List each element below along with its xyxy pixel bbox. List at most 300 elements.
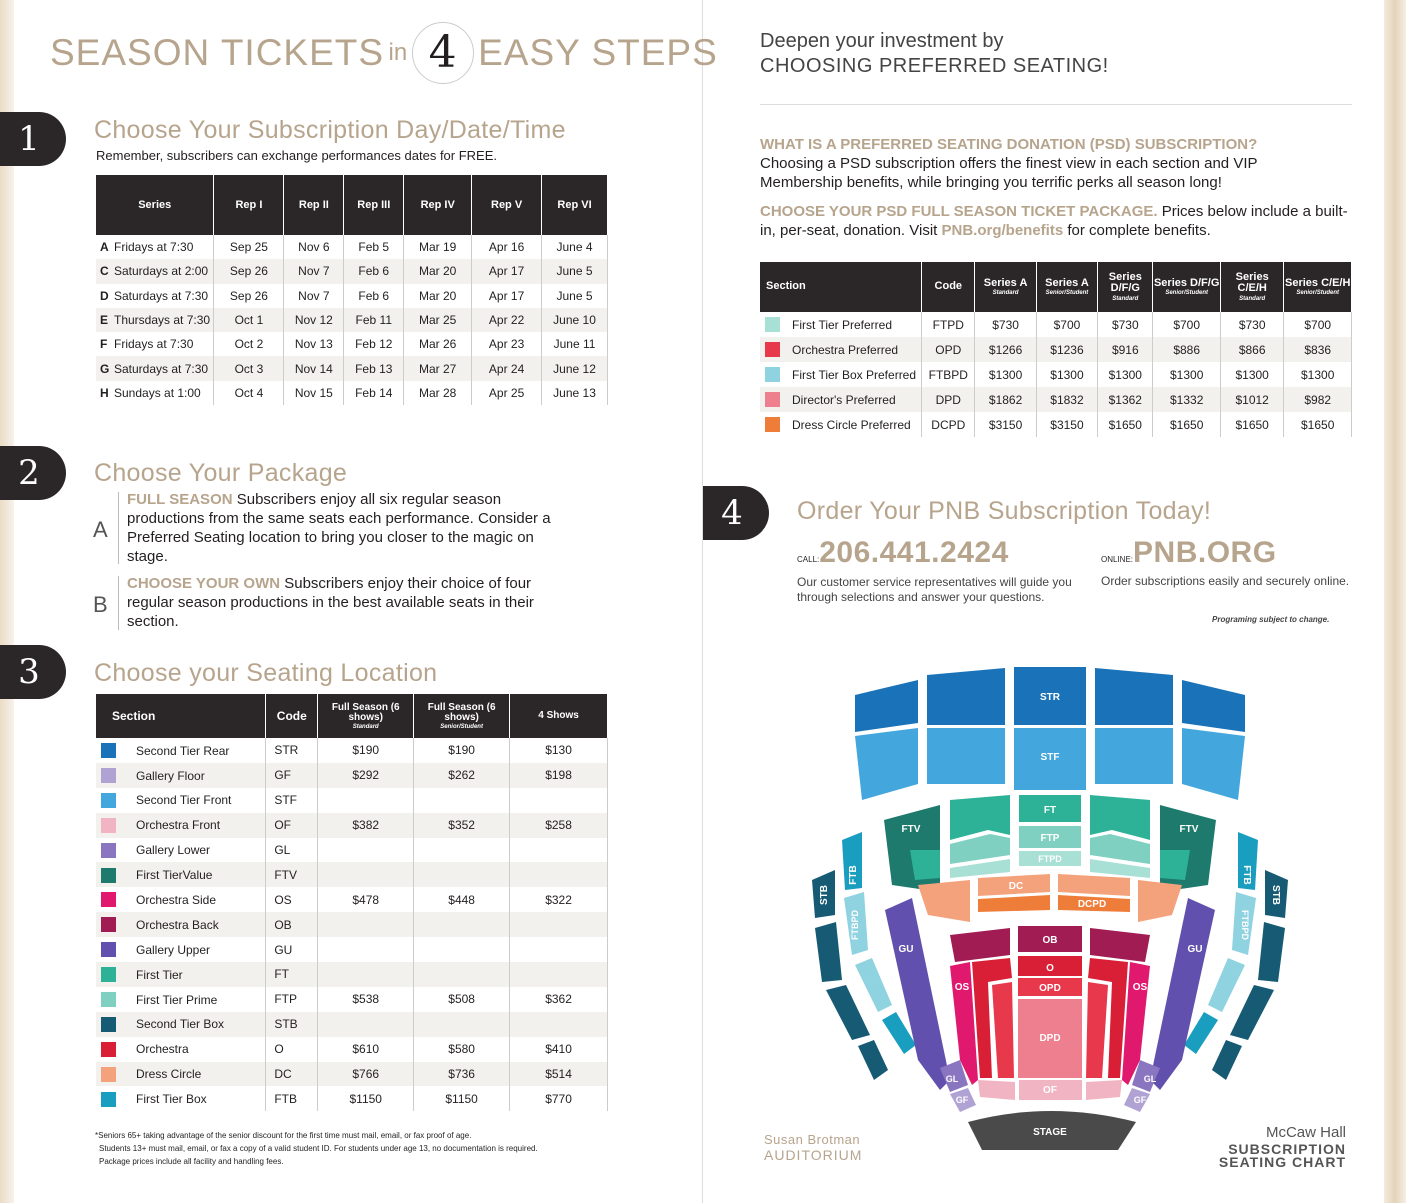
- seating-row: [96, 887, 608, 912]
- call-text: Our customer service representatives will guide you through selections and answer your questions.: [797, 575, 1072, 604]
- section-name: Second Tier Front: [136, 793, 232, 808]
- section-str-left-1: [855, 680, 918, 732]
- section-stf-left-2: [927, 728, 1005, 784]
- col-full-season-label: Full Season (6 shows): [331, 701, 400, 723]
- schedule-date: Feb 6: [344, 284, 404, 308]
- psd-swatch: [765, 392, 780, 407]
- section-of-right: [1086, 1080, 1122, 1100]
- schedule-date: Apr 16: [472, 235, 542, 259]
- section-name: Gallery Floor: [136, 768, 205, 783]
- schedule-date: Mar 27: [404, 356, 472, 380]
- price-fss: [414, 937, 510, 962]
- schedule-date: Apr 17: [472, 284, 542, 308]
- psd-section-name: Orchestra Preferred: [792, 342, 899, 357]
- label-ftv-left: FTV: [901, 824, 921, 835]
- section-code: DC: [266, 1062, 318, 1087]
- online-text: Order subscriptions easily and securely online.: [1101, 574, 1350, 588]
- seating-row: [96, 838, 608, 863]
- price-four: $130: [510, 738, 608, 763]
- psd-col-a-label: Series A: [983, 276, 1028, 289]
- section-stb-left-3: [826, 985, 870, 1040]
- call-block: [797, 536, 1009, 570]
- schedule-date: Sep 25: [214, 235, 284, 259]
- psd-swatch: [765, 417, 780, 432]
- schedule-table: [96, 175, 608, 405]
- section-name: First Tier Box: [136, 1092, 207, 1107]
- schedule-col-3: Rep III: [344, 175, 404, 235]
- section-swatch: [101, 1017, 116, 1032]
- price-fss: [414, 838, 510, 863]
- title-in: in: [388, 39, 408, 66]
- schedule-date: Feb 5: [344, 235, 404, 259]
- label-stb-left: STB: [819, 885, 830, 905]
- section-stf-left-1: [855, 728, 918, 800]
- section-cell: [96, 912, 266, 937]
- price-four: [510, 788, 608, 813]
- price-four: $198: [510, 763, 608, 788]
- psd-section-cell: [760, 362, 922, 387]
- section-cell: [96, 788, 266, 813]
- price-fs: [318, 862, 414, 887]
- schedule-row: [96, 356, 608, 380]
- label-stb-right: STB: [1270, 885, 1281, 905]
- section-name: First Tier: [136, 967, 183, 982]
- price-fs: [318, 1012, 414, 1037]
- price-four: [510, 838, 608, 863]
- psd-code: OPD: [922, 337, 975, 362]
- schedule-row: [96, 381, 608, 405]
- footnote-3: Package prices include all facility and handling fees.: [99, 1157, 284, 1166]
- psd-price: $982: [1284, 387, 1352, 412]
- psd-swatch: [765, 367, 780, 382]
- price-fs: $292: [318, 763, 414, 788]
- section-cell: [96, 937, 266, 962]
- col-full-season-senior: [414, 694, 510, 738]
- price-four: $322: [510, 887, 608, 912]
- package-b-rule: [118, 576, 119, 630]
- section-cell: [96, 763, 266, 788]
- label-os-right: OS: [1132, 982, 1148, 993]
- footnote-2: Students 13+ must mail, email, or fax a copy of a valid student ID. For students under age 13, no documentation is required.: [99, 1144, 538, 1153]
- schedule-date: Oct 1: [214, 308, 284, 332]
- schedule-date: Nov 14: [284, 356, 344, 380]
- title-part-a: SEASON TICKETS: [50, 32, 385, 73]
- psd-col-c: [1220, 262, 1283, 312]
- psd-price: $730: [975, 312, 1036, 337]
- venue-name-2: AUDITORIUM: [764, 1147, 863, 1163]
- section-ftb-left-2: [855, 958, 892, 1012]
- psd-price: $3150: [975, 412, 1036, 437]
- benefits-link[interactable]: PNB.org/benefits: [941, 222, 1064, 239]
- series-day: Saturdays at 7:30: [114, 361, 209, 376]
- section-ftb-right-2: [1208, 958, 1245, 1012]
- series-letter: F: [100, 337, 108, 352]
- label-opd: OPD: [1039, 983, 1061, 994]
- label-o: O: [1046, 963, 1054, 974]
- section-code: FTV: [266, 862, 318, 887]
- section-swatch: [101, 992, 116, 1007]
- psd-col-a-senior: [1036, 262, 1097, 312]
- section-cell: [96, 813, 266, 838]
- psd-row: [760, 387, 1352, 412]
- price-fss: $736: [414, 1062, 510, 1087]
- label-ftbpd-left: FTBPD: [850, 910, 860, 940]
- step-1-note: Remember, subscribers can exchange performances dates for FREE.: [96, 148, 498, 163]
- section-ob-left: [950, 928, 1010, 962]
- series-day: Fridays at 7:30: [114, 240, 194, 255]
- price-fss: $190: [414, 738, 510, 763]
- psd-col-d-label: Series D/F/G: [1108, 270, 1142, 295]
- psd-price: $3150: [1036, 412, 1097, 437]
- package-b-body: Subscribers enjoy their choice of four regular season productions in the best available seats in their section.: [127, 575, 534, 630]
- series-letter: C: [100, 264, 109, 279]
- section-ft-left: [950, 795, 1010, 840]
- section-code: STF: [266, 788, 318, 813]
- label-gf-left: GF: [955, 1095, 969, 1105]
- price-fss: [414, 912, 510, 937]
- schedule-col-1: Rep I: [214, 175, 284, 235]
- seating-row: [96, 1062, 608, 1087]
- section-ftv-left: [884, 805, 940, 892]
- section-code: FTP: [266, 987, 318, 1012]
- seating-row: [96, 788, 608, 813]
- psd-price: $1300: [1153, 362, 1221, 387]
- label-str: STR: [1040, 692, 1060, 703]
- psd-col-code: Code: [922, 262, 975, 312]
- section-cell: [96, 838, 266, 863]
- schedule-col-6: Rep VI: [542, 175, 608, 235]
- psd-row: [760, 312, 1352, 337]
- schedule-col-5: Rep V: [472, 175, 542, 235]
- step-3-badge: 3: [0, 645, 66, 699]
- section-swatch: [101, 743, 116, 758]
- psd-col-d-senior-sub: Senior/Student: [1165, 290, 1209, 297]
- schedule-date: Feb 14: [344, 381, 404, 405]
- section-name: Orchestra: [136, 1042, 189, 1057]
- chart-title-1: SUBSCRIPTION: [1228, 1141, 1346, 1157]
- series-cell: [96, 332, 214, 356]
- psd-price: $1862: [975, 387, 1036, 412]
- section-cell: [96, 962, 266, 987]
- section-stb-right-2: [1258, 922, 1285, 982]
- psd-price: $1266: [975, 337, 1036, 362]
- section-opd-left: [992, 982, 1014, 1078]
- section-dc-right: [1138, 880, 1182, 922]
- section-name: Second Tier Rear: [136, 743, 230, 758]
- series-day: Saturdays at 2:00: [114, 264, 209, 279]
- label-ob: OB: [1042, 935, 1058, 946]
- psd-col-c-senior-sub: Senior/Student: [1296, 290, 1340, 297]
- price-four: $410: [510, 1037, 608, 1062]
- price-fs: [318, 788, 414, 813]
- seating-row: [96, 862, 608, 887]
- section-swatch: [101, 1092, 116, 1107]
- psd-price: $730: [1220, 312, 1283, 337]
- phone-number[interactable]: 206.441.2424: [819, 536, 1009, 569]
- psd-col-d-sub: Standard: [1112, 295, 1139, 302]
- col-four-shows: 4 Shows: [510, 694, 608, 738]
- psd-question-text: Choosing a PSD subscription offers the finest view in each section and VIP Membership benefits, while bringing you terrific perks all season long!: [760, 155, 1258, 191]
- step-4-badge: 4: [703, 486, 769, 540]
- label-of: OF: [1043, 1085, 1057, 1096]
- seating-chart: [800, 660, 1300, 1155]
- section-str-left-2: [927, 668, 1005, 725]
- call-label: CALL:: [797, 555, 820, 564]
- price-fss: $352: [414, 813, 510, 838]
- section-code: STB: [266, 1012, 318, 1037]
- label-gu-left: GU: [898, 944, 914, 955]
- section-gu-left: [885, 898, 950, 1090]
- col-full-season-sub: Standard: [352, 723, 379, 730]
- label-dpd: DPD: [1039, 1033, 1061, 1044]
- col-section: Section: [96, 694, 266, 738]
- label-stage: STAGE: [1033, 1127, 1067, 1138]
- section-stb-right-3: [1230, 985, 1274, 1040]
- section-stb-right-4: [1212, 1040, 1242, 1080]
- section-code: GF: [266, 763, 318, 788]
- section-cell: [96, 887, 266, 912]
- page-edge-left: [0, 0, 14, 1203]
- seating-price-table: [96, 694, 608, 1111]
- psd-section-name: First Tier Box Preferred: [792, 367, 917, 382]
- section-name: Gallery Lower: [136, 843, 211, 858]
- section-gu-right: [1150, 898, 1215, 1090]
- schedule-date: June 12: [542, 356, 608, 380]
- step-1-heading: Choose Your Subscription Day/Date/Time: [94, 116, 566, 144]
- series-cell: [96, 381, 214, 405]
- title-number: 4: [428, 27, 457, 78]
- label-os-left: OS: [954, 982, 970, 993]
- section-code: OS: [266, 887, 318, 912]
- schedule-date: June 4: [542, 235, 608, 259]
- price-four: $362: [510, 987, 608, 1012]
- schedule-date: Nov 7: [284, 259, 344, 283]
- psd-price: $1300: [1220, 362, 1283, 387]
- section-name: First Tier Prime: [136, 992, 218, 1007]
- price-fss: $1150: [414, 1086, 510, 1111]
- section-ftp-left: [950, 834, 1010, 864]
- page-title: [50, 22, 718, 86]
- seating-row: [96, 738, 608, 763]
- price-fs: $610: [318, 1037, 414, 1062]
- package-b-text: [127, 574, 552, 631]
- section-swatch: [101, 917, 116, 932]
- psd-section-cell: [760, 387, 922, 412]
- series-letter: D: [100, 288, 109, 303]
- psd-package-body-1: Prices below include a built-in, per-seat, donation. Visit: [760, 203, 1348, 239]
- label-ftb-left: FTB: [848, 865, 859, 885]
- psd-price: $916: [1098, 337, 1153, 362]
- psd-price: $1832: [1036, 387, 1097, 412]
- section-swatch: [101, 818, 116, 833]
- schedule-date: Apr 17: [472, 259, 542, 283]
- schedule-date: Feb 11: [344, 308, 404, 332]
- series-day: Saturdays at 7:30: [114, 288, 209, 303]
- section-ft-right-low: [1160, 850, 1190, 880]
- price-fss: $580: [414, 1037, 510, 1062]
- price-four: [510, 912, 608, 937]
- schedule-date: Sep 26: [214, 259, 284, 283]
- seating-row: [96, 1012, 608, 1037]
- section-opd-right: [1086, 982, 1108, 1078]
- series-day: Sundays at 1:00: [114, 385, 201, 400]
- section-name: Gallery Upper: [136, 942, 211, 957]
- psd-section-name: Director's Preferred: [792, 392, 896, 407]
- website-link[interactable]: PNB.ORG: [1133, 536, 1277, 569]
- schedule-date: June 11: [542, 332, 608, 356]
- schedule-date: Mar 25: [404, 308, 472, 332]
- price-fs: $538: [318, 987, 414, 1012]
- section-cell: [96, 1012, 266, 1037]
- price-four: [510, 862, 608, 887]
- schedule-date: Mar 28: [404, 381, 472, 405]
- price-fss: [414, 1012, 510, 1037]
- col-full-season-senior-label: Full Season (6 shows): [427, 701, 496, 723]
- section-ftv-right: [1160, 805, 1216, 892]
- psd-swatch: [765, 317, 780, 332]
- seating-row: [96, 912, 608, 937]
- package-b-letter: B: [93, 592, 108, 617]
- section-code: FT: [266, 962, 318, 987]
- psd-price: $1300: [1098, 362, 1153, 387]
- label-ft: FT: [1043, 805, 1057, 816]
- label-ftpd: FTPD: [1038, 854, 1062, 864]
- section-stf-right-1: [1182, 728, 1245, 800]
- section-stb-left-4: [858, 1040, 888, 1080]
- series-letter: E: [100, 313, 109, 328]
- price-fss: $262: [414, 763, 510, 788]
- col-code: Code: [266, 694, 318, 738]
- psd-col-a: [975, 262, 1036, 312]
- schedule-date: Apr 24: [472, 356, 542, 380]
- schedule-date: June 13: [542, 381, 608, 405]
- psd-price: $1650: [1153, 412, 1221, 437]
- section-cell: [96, 1037, 266, 1062]
- section-code: O: [266, 1037, 318, 1062]
- section-cell: [96, 987, 266, 1012]
- section-swatch: [101, 967, 116, 982]
- price-fs: [318, 838, 414, 863]
- section-ftp-right: [1090, 834, 1150, 864]
- seating-row: [96, 813, 608, 838]
- price-four: [510, 1012, 608, 1037]
- schedule-date: Nov 12: [284, 308, 344, 332]
- col-full-season: [318, 694, 414, 738]
- section-ob-right: [1090, 928, 1150, 962]
- psd-code: DCPD: [922, 412, 975, 437]
- package-b-lead: CHOOSE YOUR OWN: [127, 575, 281, 592]
- intro-rule: [760, 104, 1352, 105]
- section-ft-right: [1090, 795, 1150, 840]
- package-a-rule: [118, 492, 119, 564]
- section-dc-center-right: [1058, 874, 1130, 896]
- section-swatch: [101, 892, 116, 907]
- price-fs: [318, 937, 414, 962]
- psd-section-cell: [760, 412, 922, 437]
- schedule-date: Oct 4: [214, 381, 284, 405]
- series-letter: G: [100, 361, 110, 376]
- psd-section-cell: [760, 312, 922, 337]
- schedule-date: Mar 20: [404, 259, 472, 283]
- section-name: Orchestra Back: [136, 917, 219, 932]
- section-code: STR: [266, 738, 318, 763]
- schedule-date: June 10: [542, 308, 608, 332]
- price-fs: [318, 912, 414, 937]
- schedule-date: Nov 6: [284, 235, 344, 259]
- seating-row: [96, 962, 608, 987]
- package-a-lead: FULL SEASON: [127, 491, 233, 508]
- seating-row: [96, 937, 608, 962]
- package-a-body: Subscribers enjoy all six regular season productions from the same seats each performance. Consider a Preferred Seating location to bring you closer to the magic on stage.: [127, 491, 551, 565]
- hall-name: McCaw Hall: [1265, 1124, 1346, 1141]
- step-2-badge: 2: [0, 446, 66, 500]
- section-swatch: [101, 843, 116, 858]
- psd-code: FTBPD: [922, 362, 975, 387]
- label-stf: STF: [1040, 752, 1060, 763]
- label-dcpd: DCPD: [1077, 899, 1107, 910]
- step-2-heading: Choose Your Package: [94, 459, 348, 487]
- price-fss: $508: [414, 987, 510, 1012]
- label-ftv-right: FTV: [1179, 824, 1199, 835]
- schedule-col-0: Series: [96, 175, 214, 235]
- psd-price: $1300: [1036, 362, 1097, 387]
- package-a-letter: A: [93, 517, 108, 542]
- price-fss: [414, 788, 510, 813]
- seating-row: [96, 763, 608, 788]
- series-day: Fridays at 7:30: [114, 337, 194, 352]
- label-ftp: FTP: [1040, 833, 1060, 844]
- section-swatch: [101, 1067, 116, 1082]
- label-gl-right: GL: [1143, 1074, 1157, 1084]
- psd-price: $836: [1284, 337, 1352, 362]
- package-a-text: [127, 490, 552, 566]
- section-str-right-1: [1182, 680, 1245, 732]
- step-1-badge: 1: [0, 112, 66, 166]
- price-four: $258: [510, 813, 608, 838]
- label-ftbpd-right: FTBPD: [1240, 910, 1250, 940]
- section-cell: [96, 738, 266, 763]
- series-cell: [96, 259, 214, 283]
- series-cell: [96, 235, 214, 259]
- schedule-col-2: Rep II: [284, 175, 344, 235]
- schedule-row: [96, 235, 608, 259]
- series-cell: [96, 284, 214, 308]
- section-cell: [96, 1062, 266, 1087]
- psd-price: $700: [1153, 312, 1221, 337]
- series-letter: A: [100, 240, 109, 255]
- psd-section-cell: [760, 337, 922, 362]
- schedule-date: Nov 13: [284, 332, 344, 356]
- section-dc-left: [918, 880, 970, 922]
- schedule-date: Feb 12: [344, 332, 404, 356]
- psd-col-d-senior-label: Series D/F/G: [1153, 276, 1220, 289]
- psd-price: $700: [1036, 312, 1097, 337]
- psd-swatch: [765, 342, 780, 357]
- series-cell: [96, 308, 214, 332]
- schedule-date: Feb 6: [344, 259, 404, 283]
- schedule-col-4: Rep IV: [404, 175, 472, 235]
- psd-section-name: Dress Circle Preferred: [792, 417, 911, 432]
- label-gu-right: GU: [1187, 944, 1203, 955]
- psd-question-heading: WHAT IS A PREFERRED SEATING DONATION (PSD) SUBSCRIPTION?: [760, 136, 1258, 153]
- psd-col-c-senior: [1284, 262, 1352, 312]
- schedule-date: Nov 7: [284, 284, 344, 308]
- psd-row: [760, 362, 1352, 387]
- section-swatch: [101, 942, 116, 957]
- venue-name-1: Susan Brotman: [764, 1132, 861, 1147]
- label-ftb-right: FTB: [1241, 865, 1252, 885]
- price-fs: $382: [318, 813, 414, 838]
